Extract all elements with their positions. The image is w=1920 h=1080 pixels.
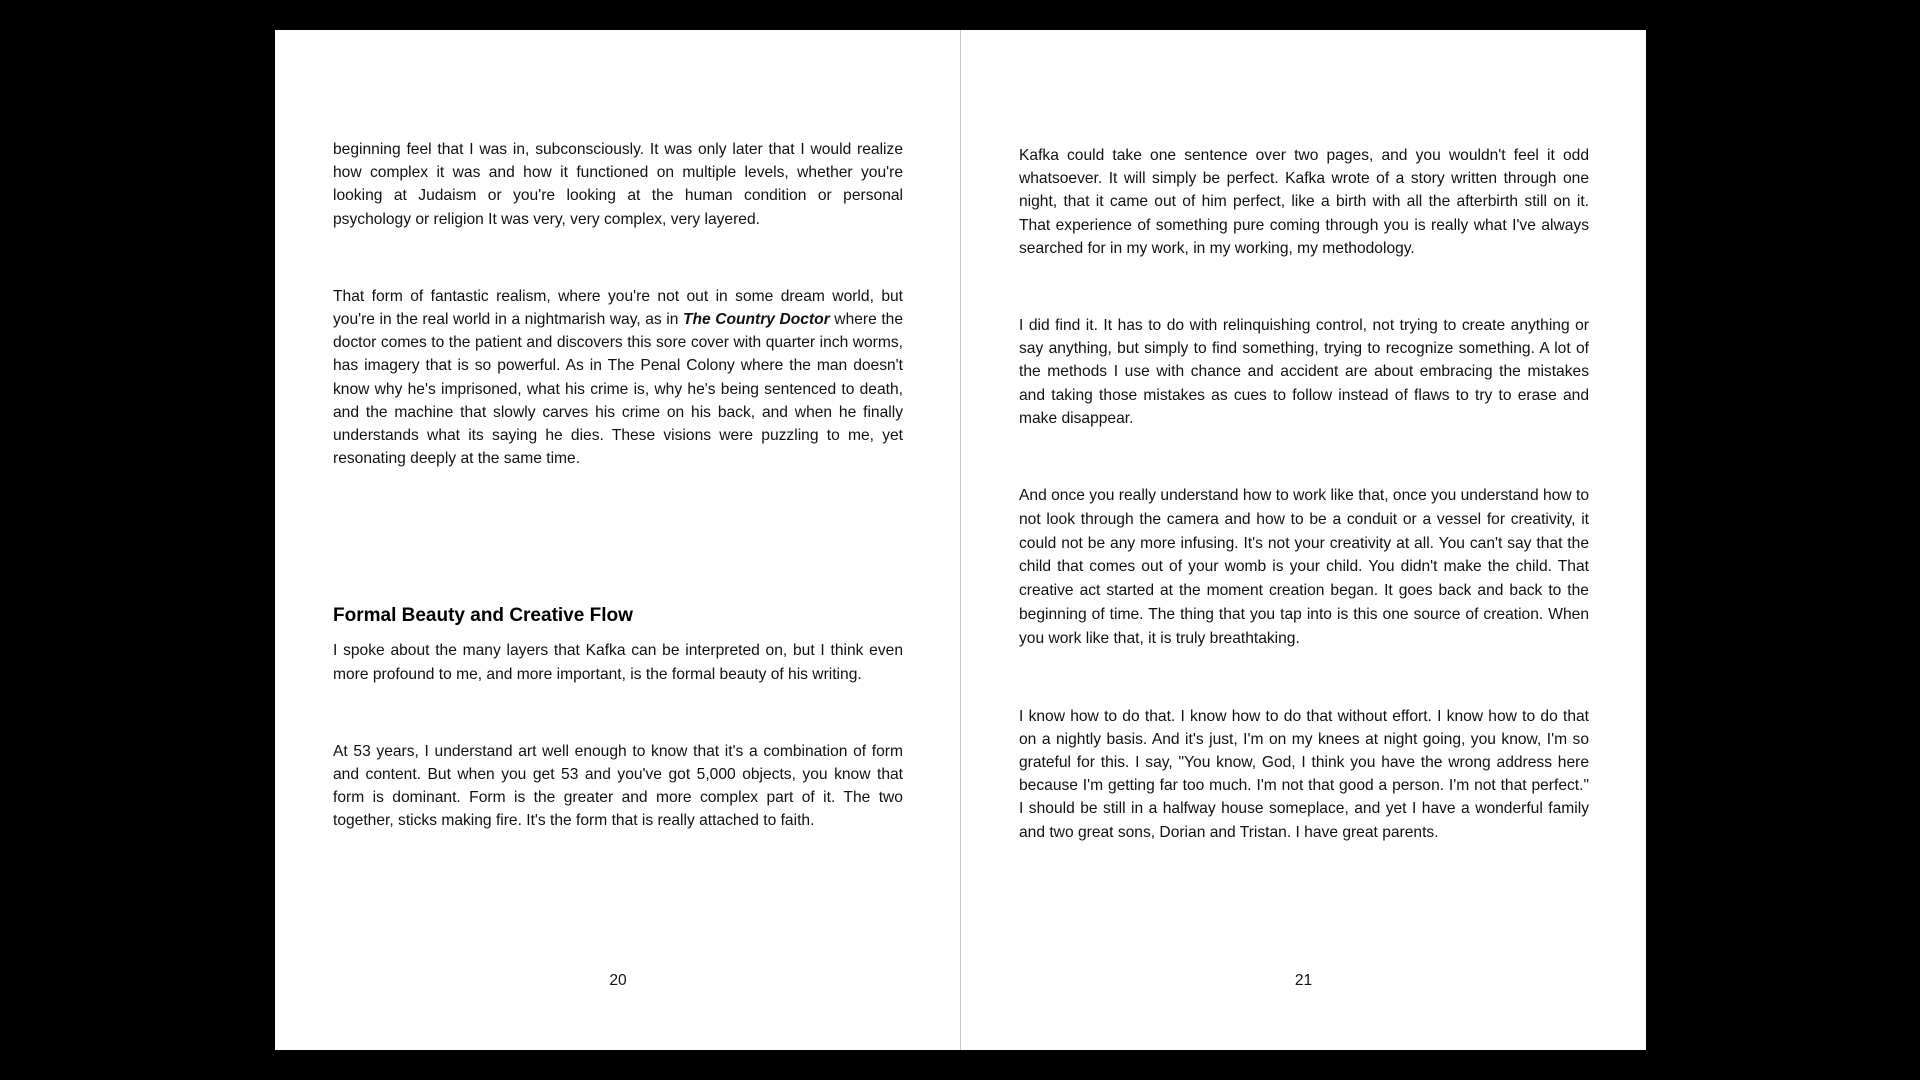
section-heading: Formal Beauty and Creative Flow <box>333 605 633 627</box>
paragraph: Kafka could take one sentence over two pages, and you wouldn't feel it odd whatsoever. It will simply be perfect. Kafka wrote of a story written through one night, that it came out of him perfect, like a birth with all the afterbirth still on it. That experience of something pure coming through you is really what I've always searched for in my work, in my working, my methodology. <box>1019 147 1589 257</box>
page-number: 21 <box>1294 972 1313 989</box>
paragraph: I spoke about the many layers that Kafka can be interpreted on, but I think even more profound to me, and more important, is the formal beauty of his writing. <box>333 642 903 683</box>
left-page-text <box>333 138 903 833</box>
page-21 <box>961 30 1646 1050</box>
paragraph: At 53 years, I understand art well enough to know that it's a combination of form and content. But when you get 53 and you've got 5,000 objects, you know that form is dominant. Form is the greater and more complex part of it. The two together, sticks making fire. It's the form that is really attached to faith. <box>333 742 903 830</box>
paragraph: I did find it. It has to do with relinquishing control, not trying to create anything or say anything, but simply to find something, trying to recognize something. A lot of the methods I use with chance and accident are about embracing the mistakes and taking those mistakes as cues to follow instead of flaws to try to erase and make disappear. <box>1019 317 1589 427</box>
paragraph: I know how to do that. I know how to do that without effort. I know how to do that on a nightly basis. And it's just, I'm on my knees at night going, you know, I'm so grateful for this. I say, "You know, God, I think you have the wrong address here because I'm getting far too much. I'm not that good a person. I'm not that perfect." I should be still in a halfway house someplace, and yet I have a wonderful family and two great sons, Dorian and Tristan. I have great parents. <box>1019 707 1589 841</box>
paragraph-text: where the doctor comes to the patient and discovers this sore cover with quarter inch worms, has imagery that is so powerful. As in The Penal Colony where the man doesn't know why he's imprisoned, what his crime is, why he's being sentenced to death, and the machine that slowly carves his crime on his back, and when he finally understands what its saying he dies. These visions were puzzling to me, yet resonating deeply at the same time. <box>333 311 903 468</box>
page-number: 20 <box>609 972 627 989</box>
book-title: The Country Doctor <box>682 311 830 329</box>
paragraph: beginning feel that I was in, subconsciously. It was only later that I would realize how complex it was and how it functioned on multiple levels, whether you're looking at Judaism or you're looking at the human condition or personal psychology or religion It was very, very complex, very layered. <box>333 141 903 228</box>
paragraph <box>333 285 903 471</box>
right-page-text <box>1019 144 1589 844</box>
paragraph-text: That form of fantastic realism, where you're not out in some dream world, but you're in the real world in a nightmarish way, as in <box>333 287 903 329</box>
paragraph: And once you really understand how to work like that, once you understand how to not look through the camera and how to be a conduit or a vessel for creativity, it could not be any more infusing. It's not your creativity at all. You can't say that the child that comes out of your womb is your child. You didn't make the child. That creative act started at the moment creation began. It goes back and back to the beginning of time. The thing that you tap into is this one source of creation. When you work like that, it is truly breathtaking. <box>1019 487 1589 647</box>
page-20 <box>275 30 961 1050</box>
